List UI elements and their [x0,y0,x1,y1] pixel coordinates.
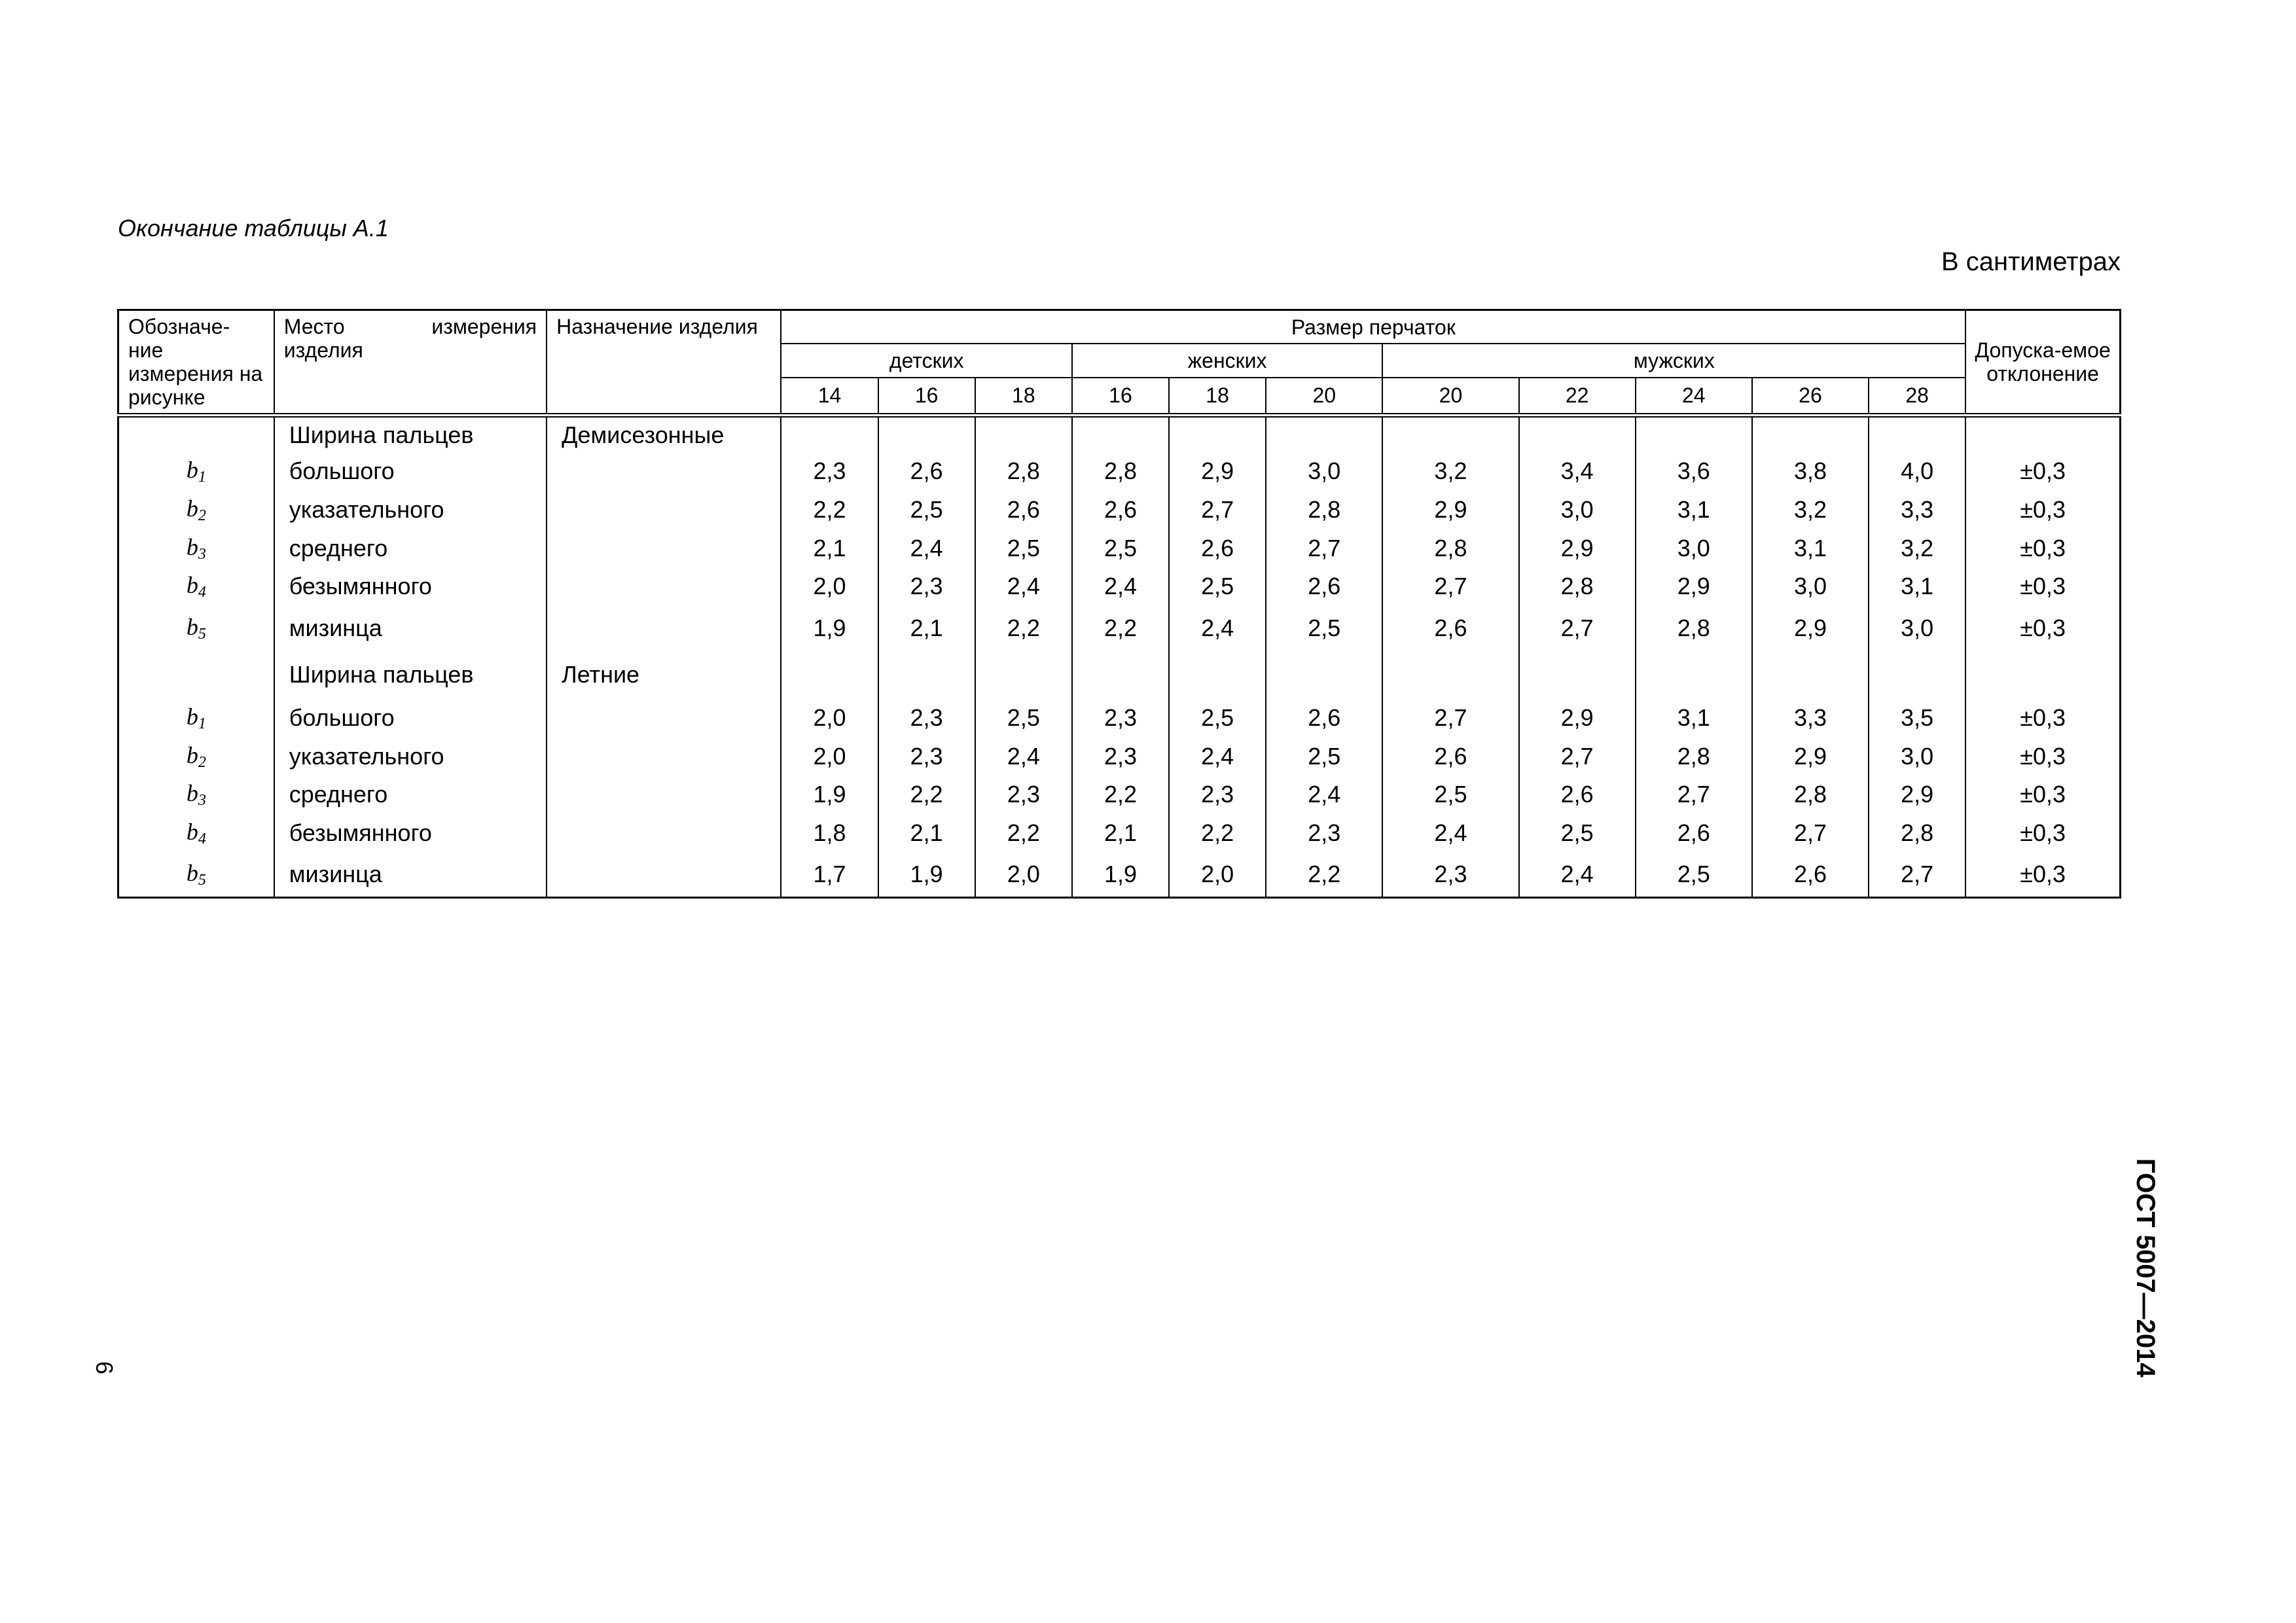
empty-cell [975,651,1072,699]
finger-name: большого [274,452,547,491]
tolerance-cell: ±0,3 [1965,529,2120,567]
empty-cell [1169,651,1266,699]
symbol-letter: b [186,780,198,807]
value-cell: 2,9 [1636,567,1752,606]
value-cell: 2,8 [1382,529,1518,567]
table-caption: Окончание таблицы А.1 [118,215,389,241]
value-cell: 2,1 [878,814,975,853]
header-men: мужских [1382,344,1965,377]
value-cell: 2,9 [1519,699,1636,738]
section-purpose: Демисезонные [547,416,781,453]
value-cell: 2,2 [781,491,878,529]
value-cell: 3,4 [1519,452,1636,491]
header-size-cell: 18 [975,378,1072,416]
section-title: Ширина пальцев [274,416,547,453]
measurement-symbol [118,452,274,491]
empty-cell [1169,416,1266,453]
finger-name: указательного [274,491,547,529]
symbol-index: 5 [198,872,206,889]
value-cell: 2,3 [975,776,1072,814]
empty-cell [781,416,878,453]
empty-cell [547,567,781,606]
value-cell: 2,8 [1519,567,1636,606]
value-cell: 3,6 [1636,452,1752,491]
value-cell: 1,9 [878,852,975,897]
value-cell: 2,5 [1382,776,1518,814]
empty-cell [1965,651,2120,699]
empty-cell [1752,651,1869,699]
empty-cell [547,606,781,651]
value-cell: 2,2 [878,776,975,814]
value-cell: 2,6 [1072,491,1169,529]
measurement-symbol [118,776,274,814]
header-size-cell: 16 [878,378,975,416]
value-cell: 2,4 [1519,852,1636,897]
value-cell: 2,5 [1072,529,1169,567]
measurement-symbol [118,606,274,651]
value-cell: 2,3 [878,699,975,738]
empty-cell [1752,416,1869,453]
header-symbol: Обозначе-ние измерения на рисунке [118,310,274,416]
units-note: В сантиметрах [1941,247,2121,276]
value-cell: 2,5 [1266,606,1382,651]
tolerance-cell: ±0,3 [1965,852,2120,897]
symbol-index: 3 [198,792,206,810]
value-cell: 1,7 [781,852,878,897]
value-cell: 2,8 [1636,738,1752,776]
value-cell: 2,1 [1072,814,1169,853]
symbol-index: 2 [198,507,206,524]
header-place-word3: изделия [283,338,363,362]
header-size-cell: 18 [1169,378,1266,416]
symbol-letter: b [186,572,198,599]
symbol-index: 2 [198,753,206,771]
value-cell: 3,0 [1869,738,1965,776]
header-tolerance: Допуска-емое отклонение [1965,310,2120,416]
value-cell: 2,8 [1869,814,1965,853]
symbol-letter: b [186,704,198,730]
measurement-symbol [118,567,274,606]
empty-cell [1869,651,1965,699]
header-size-group: Размер перчаток [781,310,1965,344]
value-cell: 2,8 [1266,491,1382,529]
value-cell: 2,0 [781,738,878,776]
value-cell: 2,4 [975,567,1072,606]
section-title-row [118,416,2121,453]
value-cell: 2,9 [1382,491,1518,529]
header-size-cell: 20 [1266,378,1382,416]
value-cell: 2,5 [975,529,1072,567]
value-cell: 2,7 [1382,699,1518,738]
table-row [118,776,2121,814]
finger-name: большого [274,699,547,738]
value-cell: 1,9 [781,776,878,814]
value-cell: 3,0 [1266,452,1382,491]
value-cell: 2,7 [1169,491,1266,529]
empty-cell [547,529,781,567]
measurement-table [117,309,2121,899]
value-cell: 2,0 [975,852,1072,897]
value-cell: 3,0 [1636,529,1752,567]
table-row [118,699,2121,738]
value-cell: 2,4 [878,529,975,567]
value-cell: 2,2 [1169,814,1266,853]
empty-cell [547,814,781,853]
value-cell: 2,2 [1072,606,1169,651]
measurement-symbol [118,491,274,529]
value-cell: 3,3 [1869,491,1965,529]
header-size-cell: 22 [1519,378,1636,416]
value-cell: 2,7 [1519,738,1636,776]
empty-cell [547,699,781,738]
empty-cell [547,491,781,529]
table-row [118,491,2121,529]
value-cell: 4,0 [1869,452,1965,491]
empty-cell [1519,416,1636,453]
value-cell: 2,9 [1752,606,1869,651]
measurement-symbol [118,738,274,776]
header-place-word2: измерения [431,315,537,338]
tolerance-cell: ±0,3 [1965,738,2120,776]
value-cell: 3,0 [1869,606,1965,651]
value-cell: 3,2 [1382,452,1518,491]
symbol-letter: b [186,614,198,641]
empty-cell [1636,416,1752,453]
value-cell: 2,4 [1266,776,1382,814]
tolerance-cell: ±0,3 [1965,567,2120,606]
value-cell: 2,6 [1752,852,1869,897]
value-cell: 2,5 [878,491,975,529]
value-cell: 2,6 [1519,776,1636,814]
value-cell: 2,8 [1072,452,1169,491]
tolerance-cell: ±0,3 [1965,452,2120,491]
value-cell: 2,6 [1382,738,1518,776]
value-cell: 2,2 [1266,852,1382,897]
value-cell: 2,5 [1169,699,1266,738]
value-cell: 2,0 [781,567,878,606]
value-cell: 3,1 [1752,529,1869,567]
measurement-symbol [118,529,274,567]
value-cell: 2,2 [975,606,1072,651]
tolerance-cell: ±0,3 [1965,776,2120,814]
finger-name: указательного [274,738,547,776]
value-cell: 2,9 [1519,529,1636,567]
symbol-index: 1 [198,469,206,486]
value-cell: 1,9 [1072,852,1169,897]
empty-cell [547,776,781,814]
value-cell: 2,8 [1752,776,1869,814]
value-cell: 3,0 [1519,491,1636,529]
value-cell: 2,0 [1169,852,1266,897]
header-purpose: Назначение изделия [547,310,781,416]
value-cell: 2,5 [1519,814,1636,853]
value-cell: 3,5 [1869,699,1965,738]
empty-cell [1636,651,1752,699]
value-cell: 2,6 [975,491,1072,529]
empty-cell [975,416,1072,453]
value-cell: 2,3 [1169,776,1266,814]
table-row [118,567,2121,606]
symbol-index: 1 [198,715,206,733]
value-cell: 2,9 [1169,452,1266,491]
finger-name: среднего [274,529,547,567]
header-size-cell: 24 [1636,378,1752,416]
empty-cell [118,416,274,453]
table-row [118,738,2121,776]
finger-name: безымянного [274,567,547,606]
value-cell: 1,8 [781,814,878,853]
header-size-cell: 28 [1869,378,1965,416]
value-cell: 2,4 [1382,814,1518,853]
empty-cell [1382,651,1518,699]
value-cell: 3,3 [1752,699,1869,738]
header-size-cell: 14 [781,378,878,416]
empty-cell [1072,416,1169,453]
symbol-letter: b [186,741,198,768]
value-cell: 2,3 [878,738,975,776]
value-cell: 2,6 [1169,529,1266,567]
empty-cell [118,651,274,699]
value-cell: 2,7 [1752,814,1869,853]
symbol-index: 5 [198,626,206,643]
symbol-letter: b [186,819,198,846]
empty-cell [1382,416,1518,453]
header-size-cell: 26 [1752,378,1869,416]
value-cell: 2,3 [1266,814,1382,853]
finger-name: безымянного [274,814,547,853]
header-size-cell: 20 [1382,378,1518,416]
empty-cell [1519,651,1636,699]
value-cell: 2,5 [1266,738,1382,776]
empty-cell [1869,416,1965,453]
section-title-row [118,651,2121,699]
value-cell: 2,3 [1072,738,1169,776]
table-header [118,310,2121,416]
value-cell: 2,2 [975,814,1072,853]
value-cell: 2,4 [1072,567,1169,606]
standard-designation: ГОСТ 5007—2014 [2131,1158,2160,1378]
value-cell: 3,0 [1752,567,1869,606]
empty-cell [878,416,975,453]
table-body [118,416,2121,898]
value-cell: 2,0 [781,699,878,738]
symbol-index: 4 [198,584,206,601]
value-cell: 2,7 [1382,567,1518,606]
table-row [118,814,2121,853]
finger-name: среднего [274,776,547,814]
measurement-symbol [118,814,274,853]
value-cell: 2,9 [1752,738,1869,776]
tolerance-cell: ±0,3 [1965,814,2120,853]
symbol-letter: b [186,457,198,484]
value-cell: 2,5 [975,699,1072,738]
empty-cell [547,852,781,897]
value-cell: 2,8 [1636,606,1752,651]
section-purpose: Летние [547,651,781,699]
page-number: 6 [91,1361,118,1375]
empty-cell [1965,416,2120,453]
empty-cell [781,651,878,699]
table-row [118,852,2121,897]
empty-cell [547,452,781,491]
value-cell: 2,3 [781,452,878,491]
empty-cell [1072,651,1169,699]
measurement-symbol [118,699,274,738]
header-size-cell: 16 [1072,378,1169,416]
value-cell: 2,9 [1869,776,1965,814]
value-cell: 2,1 [878,606,975,651]
tolerance-cell: ±0,3 [1965,491,2120,529]
value-cell: 2,2 [1072,776,1169,814]
value-cell: 2,7 [1519,606,1636,651]
value-cell: 2,6 [1266,567,1382,606]
empty-cell [1266,651,1382,699]
table-row [118,606,2121,651]
table-row [118,452,2121,491]
empty-cell [1266,416,1382,453]
value-cell: 2,4 [975,738,1072,776]
symbol-index: 4 [198,830,206,848]
value-cell: 2,4 [1169,738,1266,776]
symbol-letter: b [186,495,198,522]
value-cell: 3,2 [1752,491,1869,529]
symbol-letter: b [186,860,198,887]
tolerance-cell: ±0,3 [1965,606,2120,651]
value-cell: 2,5 [1169,567,1266,606]
value-cell: 2,6 [1636,814,1752,853]
tolerance-cell: ±0,3 [1965,699,2120,738]
header-place-word1: Место [283,315,345,338]
symbol-letter: b [186,533,198,560]
value-cell: 3,2 [1869,529,1965,567]
symbol-index: 3 [198,545,206,563]
section-title: Ширина пальцев [274,651,547,699]
value-cell: 3,1 [1636,699,1752,738]
header-place [274,310,547,416]
value-cell: 3,1 [1869,567,1965,606]
value-cell: 2,7 [1636,776,1752,814]
value-cell: 2,7 [1869,852,1965,897]
value-cell: 3,8 [1752,452,1869,491]
value-cell: 2,7 [1266,529,1382,567]
value-cell: 2,1 [781,529,878,567]
value-cell: 2,6 [1266,699,1382,738]
value-cell: 2,3 [878,567,975,606]
header-children: детских [781,344,1071,377]
table-row [118,529,2121,567]
header-women: женских [1072,344,1382,377]
value-cell: 1,9 [781,606,878,651]
measurement-symbol [118,852,274,897]
value-cell: 2,3 [1382,852,1518,897]
finger-name: мизинца [274,606,547,651]
value-cell: 2,6 [1382,606,1518,651]
value-cell: 2,4 [1169,606,1266,651]
empty-cell [547,738,781,776]
finger-name: мизинца [274,852,547,897]
value-cell: 2,3 [1072,699,1169,738]
value-cell: 2,8 [975,452,1072,491]
value-cell: 3,1 [1636,491,1752,529]
empty-cell [878,651,975,699]
value-cell: 2,6 [878,452,975,491]
value-cell: 2,5 [1636,852,1752,897]
